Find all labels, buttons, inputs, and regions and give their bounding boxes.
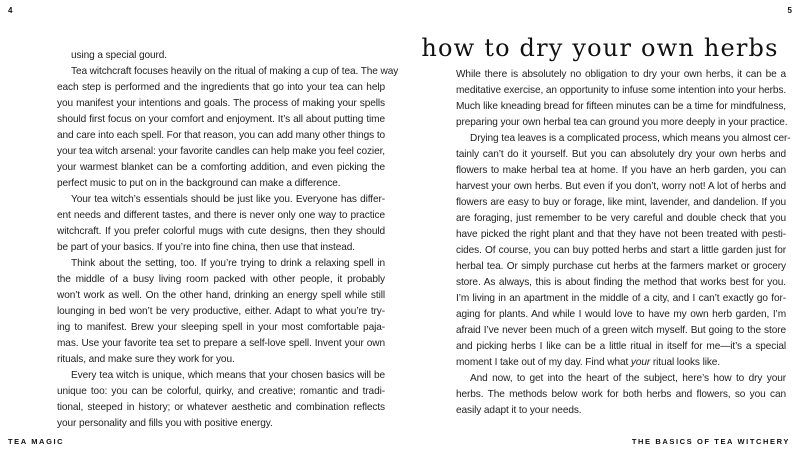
page-number-left: 4 xyxy=(8,6,13,15)
text-line: using a special gourd. xyxy=(71,50,167,61)
right-body-text xyxy=(456,67,791,419)
page-number-right: 5 xyxy=(787,6,792,15)
text-line: unique too: you can be colorful, quirky, and creative; romantic and tradi- xyxy=(57,386,385,398)
text-line: perfect music to put on in the background can make a difference. xyxy=(57,178,341,190)
text-line: have picked the right plant and that they have not been treated with pesti- xyxy=(456,229,786,241)
text-line: mas. Use your favorite tea set to prepare a self-love spell. Invent your own xyxy=(57,338,385,350)
text-line: and picking herbs I like can be a little ritual in itself for me—it’s a special xyxy=(456,341,786,353)
text-line: cides. Of course, you can buy potted herbs and start a little garden just for xyxy=(456,245,786,257)
text-line: harvest your own herbs. But even if you don’t, worry not! A lot of herbs and xyxy=(456,181,786,193)
text-line: Tea witchcraft focuses heavily on the ritual of making a cup of tea. The way xyxy=(71,66,399,78)
text-line: and care into each spell. For that reason, you can add many other things to xyxy=(57,130,386,142)
text-line: Every tea witch is unique, which means that your chosen basics will be xyxy=(71,370,385,382)
text-line: aging for plants. And while I would love to have my own herb garden, I’m xyxy=(456,309,786,321)
text-line: tainly can’t do it yourself. But you can absolutely dry your own herbs and xyxy=(456,149,786,161)
text-line: rituals, and make sure they work for you. xyxy=(57,354,235,366)
running-footer-left: TEA MAGIC xyxy=(8,437,65,446)
emphasized-word: your xyxy=(630,357,651,369)
text-line: be part of your basics. If you’re into fine china, then use that instead. xyxy=(57,242,355,254)
text-line: witchcraft. If you prefer colorful mugs with cute designs, then they should xyxy=(57,226,385,238)
text-line: Much like kneading bread for fifteen minutes can be a time for mindfulness, xyxy=(456,101,786,113)
text-line: won’t work as well. On the other hand, drinking an energy spell while still xyxy=(57,290,385,302)
text-line: your tea witch arsenal: your favorite candles can help make you feel cozier, xyxy=(57,146,385,158)
text-line: easily adapt it to your needs. xyxy=(456,405,582,417)
text-line: ent needs and different tastes, and there is never only one way to practice xyxy=(57,210,385,222)
text-line: store. As always, this is about finding the method that works best for you. xyxy=(456,277,786,289)
text-line: Drying tea leaves is a complicated process, which means you almost cer- xyxy=(470,133,791,145)
text-line: your personality and fills you with positive energy. xyxy=(57,418,273,430)
text-line: Your tea witch’s essentials should be just like you. Everyone has differ- xyxy=(71,194,385,206)
text-line: the middle of a busy living room packed with other people, it probably xyxy=(57,274,385,286)
running-footer-right: THE BASICS OF TEA WITCHERY xyxy=(631,437,790,446)
text-line: And now, to get into the heart of the subject, here’s how to dry your xyxy=(470,373,786,385)
text-line: each step is performed and the ingredients that go into your tea can help xyxy=(57,82,385,94)
right-page xyxy=(400,0,800,454)
text-line: herbs. The methods below work for both herbs and flowers, so you can xyxy=(456,389,786,401)
text-line: tional, steeped in history; or whatever aesthetic and combination reflects xyxy=(57,402,385,414)
text-line: are foraging, just remember to be very careful and double check that you xyxy=(456,213,786,225)
text-line: preparing your own herbal tea can ground you more deeply in your practice. xyxy=(456,117,788,129)
text-line: meditative exercise, an opportunity to infuse some intention into your herbs. xyxy=(456,85,787,97)
text-line: afraid I’ve never been much of a green witch myself. But going to the store xyxy=(456,325,786,337)
left-body-text xyxy=(57,48,399,432)
text-line: flowers to make herbal tea at home. If you have an herb garden, you can xyxy=(456,165,786,177)
text-line: ing to manifest. Brew your sleeping spell in your most comfortable paja- xyxy=(57,322,385,334)
text-line: herbal tea. Or simply purchase cut herbs at the farmers market or grocery xyxy=(456,261,786,273)
text-line: moment I take out of my day. Find what your ritual looks like. xyxy=(456,357,721,369)
text-line: Think about the setting, too. If you’re trying to drink a relaxing spell in xyxy=(71,258,385,270)
text-line: you manifest your intentions and goals. The process of making your spells xyxy=(57,98,385,110)
text-line: flowers are easy to buy or forage, like mint, lavender, and dandelion. If you xyxy=(456,197,786,209)
text-line: should first focus on your comfort and enjoyment. It’s all about putting time xyxy=(57,114,385,126)
text-line: your warmest blanket can be a comforting addition, and even picking the xyxy=(57,162,385,174)
text-line: While there is absolutely no obligation to dry your own herbs, it can be a xyxy=(456,69,786,80)
section-title: how to dry your own herbs xyxy=(421,34,779,62)
text-line: I’m living in an apartment in the middle of a city, and I can’t exactly go for- xyxy=(456,293,786,305)
text-line: lounging in bed won’t be very productive, either. Adapt to what you’re try- xyxy=(57,306,385,318)
